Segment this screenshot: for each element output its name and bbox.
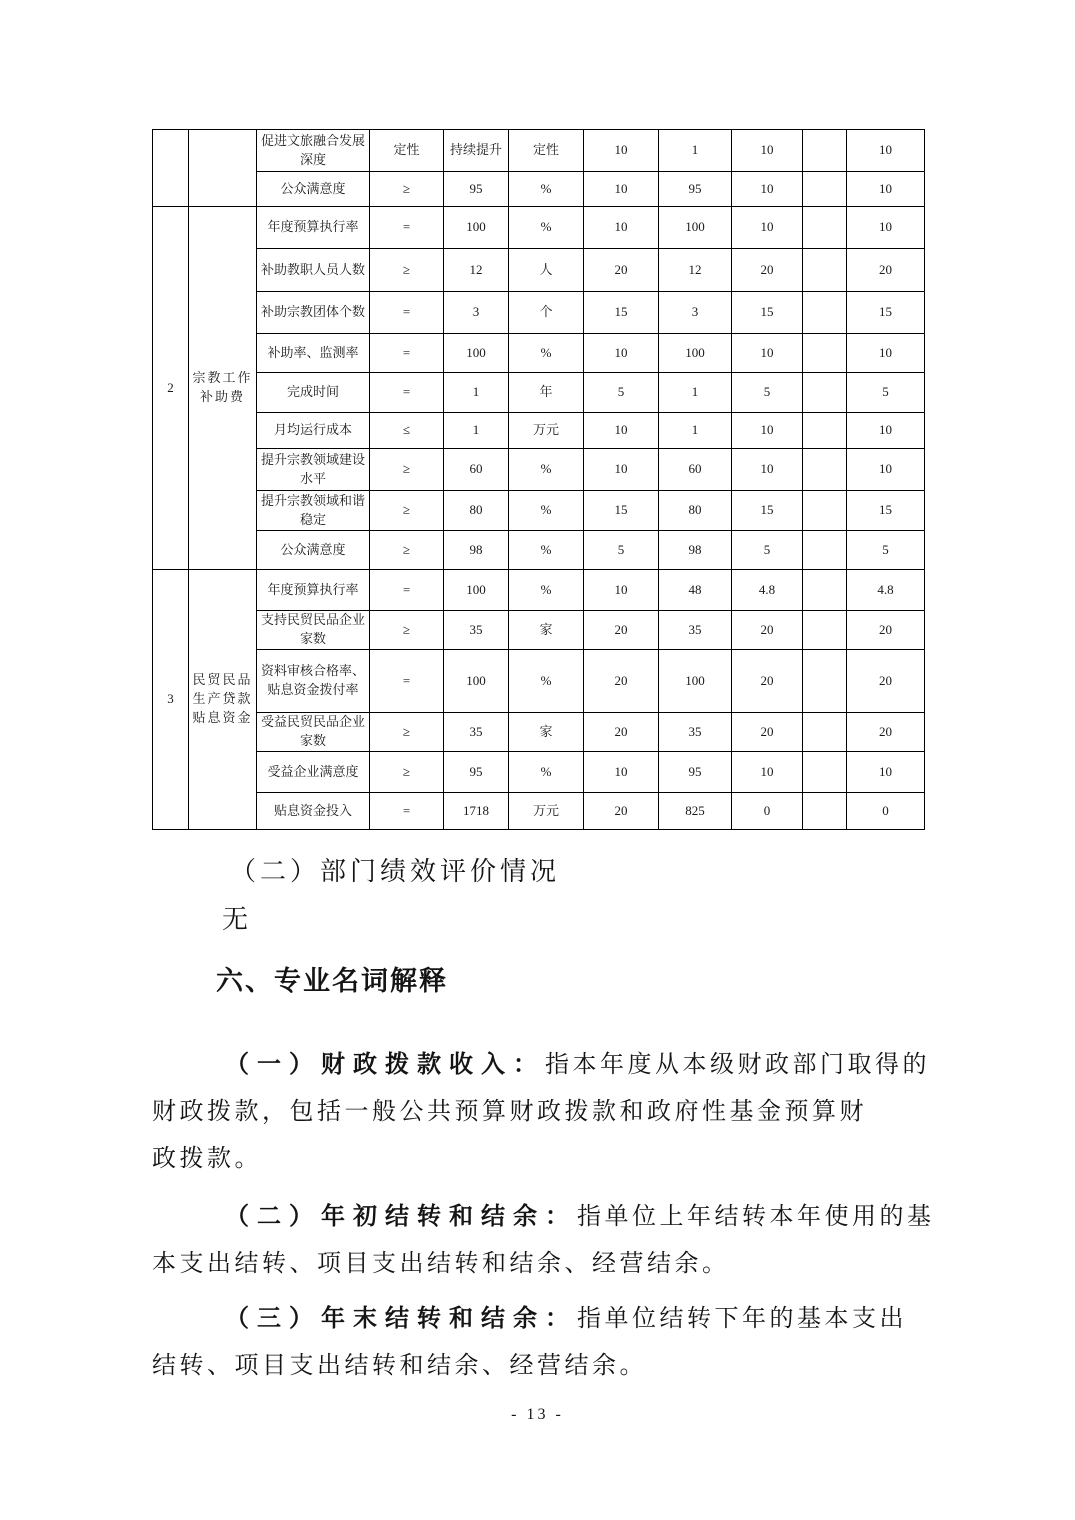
project-name-cell bbox=[189, 130, 257, 207]
final-cell: 10 bbox=[847, 413, 925, 449]
score-cell: 20 bbox=[732, 249, 803, 292]
unit-cell: % bbox=[509, 172, 584, 207]
indicator-cell: 月均运行成本 bbox=[257, 413, 370, 449]
actual-cell: 3 bbox=[659, 292, 732, 334]
score-cell: 10 bbox=[732, 334, 803, 373]
table-row bbox=[153, 292, 925, 334]
actual-cell: 1 bbox=[659, 413, 732, 449]
unit-cell: 万元 bbox=[509, 413, 584, 449]
unit-cell: % bbox=[509, 449, 584, 491]
table-row bbox=[153, 334, 925, 373]
weight-cell: 10 bbox=[584, 752, 659, 793]
actual-cell: 95 bbox=[659, 172, 732, 207]
indicator-cell: 完成时间 bbox=[257, 373, 370, 413]
indicator-cell: 公众满意度 bbox=[257, 531, 370, 570]
table-row bbox=[153, 793, 925, 830]
final-cell: 0 bbox=[847, 793, 925, 830]
target-cell: 100 bbox=[444, 650, 509, 713]
target-cell: 35 bbox=[444, 713, 509, 752]
table-row bbox=[153, 570, 925, 611]
unit-cell: 年 bbox=[509, 373, 584, 413]
indicator-cell: 年度预算执行率 bbox=[257, 207, 370, 249]
weight-cell: 15 bbox=[584, 491, 659, 531]
table-row bbox=[153, 413, 925, 449]
score-cell: 5 bbox=[732, 531, 803, 570]
score-cell: 10 bbox=[732, 207, 803, 249]
op-cell: ≥ bbox=[370, 531, 444, 570]
op-cell: ≥ bbox=[370, 172, 444, 207]
term-line: 本支出结转、项目支出结转和结余、经营结余。 bbox=[152, 1251, 730, 1277]
gap-cell bbox=[803, 713, 847, 752]
unit-cell: 万元 bbox=[509, 793, 584, 830]
final-cell: 20 bbox=[847, 650, 925, 713]
indicator-cell: 促进文旅融合发展深度 bbox=[257, 130, 370, 172]
unit-cell: % bbox=[509, 531, 584, 570]
gap-cell bbox=[803, 570, 847, 611]
weight-cell: 5 bbox=[584, 531, 659, 570]
term-line: 政拨款。 bbox=[152, 1146, 262, 1172]
weight-cell: 10 bbox=[584, 207, 659, 249]
score-cell: 0 bbox=[732, 793, 803, 830]
target-cell: 98 bbox=[444, 531, 509, 570]
op-cell: ≥ bbox=[370, 491, 444, 531]
target-cell: 持续提升 bbox=[444, 130, 509, 172]
op-cell: = bbox=[370, 373, 444, 413]
term-definition-text: 指本年度从本级财政部门取得的 bbox=[545, 1052, 930, 1078]
term-paragraph bbox=[152, 1042, 942, 1183]
score-cell: 20 bbox=[732, 611, 803, 650]
unit-cell: % bbox=[509, 650, 584, 713]
final-cell: 10 bbox=[847, 172, 925, 207]
table-row bbox=[153, 130, 925, 172]
table-row bbox=[153, 172, 925, 207]
seq-cell bbox=[153, 130, 189, 207]
table-row bbox=[153, 207, 925, 249]
actual-cell: 100 bbox=[659, 334, 732, 373]
dept-eval-value: 无 bbox=[222, 905, 249, 934]
table-row bbox=[153, 531, 925, 570]
weight-cell: 15 bbox=[584, 292, 659, 334]
term-paragraph bbox=[152, 1296, 942, 1390]
op-cell: = bbox=[370, 650, 444, 713]
target-cell: 1718 bbox=[444, 793, 509, 830]
table-row bbox=[153, 752, 925, 793]
final-cell: 20 bbox=[847, 249, 925, 292]
op-cell: = bbox=[370, 570, 444, 611]
score-cell: 20 bbox=[732, 713, 803, 752]
actual-cell: 100 bbox=[659, 650, 732, 713]
indicator-cell: 提升宗教领域和谐稳定 bbox=[257, 491, 370, 531]
term-name: （二）年初结转和结余： bbox=[225, 1204, 577, 1230]
gap-cell bbox=[803, 334, 847, 373]
actual-cell: 60 bbox=[659, 449, 732, 491]
target-cell: 1 bbox=[444, 413, 509, 449]
score-cell: 20 bbox=[732, 650, 803, 713]
op-cell: ≥ bbox=[370, 611, 444, 650]
gap-cell bbox=[803, 413, 847, 449]
target-cell: 100 bbox=[444, 334, 509, 373]
gap-cell bbox=[803, 249, 847, 292]
term-line bbox=[152, 1042, 942, 1089]
final-cell: 4.8 bbox=[847, 570, 925, 611]
term-line: 财政拨款，包括一般公共预算财政拨款和政府性基金预算财 bbox=[152, 1099, 867, 1125]
table-row bbox=[153, 249, 925, 292]
actual-cell: 12 bbox=[659, 249, 732, 292]
unit-cell: % bbox=[509, 207, 584, 249]
score-cell: 10 bbox=[732, 449, 803, 491]
weight-cell: 20 bbox=[584, 713, 659, 752]
table-row bbox=[153, 713, 925, 752]
weight-cell: 20 bbox=[584, 650, 659, 713]
table-row bbox=[153, 611, 925, 650]
gap-cell bbox=[803, 531, 847, 570]
indicator-cell: 补助教职人员人数 bbox=[257, 249, 370, 292]
seq-cell: 3 bbox=[153, 570, 189, 830]
score-cell: 15 bbox=[732, 292, 803, 334]
target-cell: 12 bbox=[444, 249, 509, 292]
op-cell: ≥ bbox=[370, 249, 444, 292]
unit-cell: % bbox=[509, 491, 584, 531]
indicator-cell: 贴息资金投入 bbox=[257, 793, 370, 830]
gap-cell bbox=[803, 793, 847, 830]
gap-cell bbox=[803, 449, 847, 491]
target-cell: 3 bbox=[444, 292, 509, 334]
target-cell: 100 bbox=[444, 570, 509, 611]
unit-cell: % bbox=[509, 752, 584, 793]
term-definition-text: 指单位上年结转本年使用的基 bbox=[577, 1204, 935, 1230]
actual-cell: 825 bbox=[659, 793, 732, 830]
final-cell: 15 bbox=[847, 292, 925, 334]
section-heading-terms: 六、专业名词解释 bbox=[216, 966, 448, 996]
op-cell: ≥ bbox=[370, 449, 444, 491]
gap-cell bbox=[803, 491, 847, 531]
weight-cell: 10 bbox=[584, 334, 659, 373]
target-cell: 35 bbox=[444, 611, 509, 650]
score-cell: 10 bbox=[732, 130, 803, 172]
actual-cell: 1 bbox=[659, 130, 732, 172]
final-cell: 10 bbox=[847, 449, 925, 491]
weight-cell: 20 bbox=[584, 611, 659, 650]
target-cell: 100 bbox=[444, 207, 509, 249]
final-cell: 10 bbox=[847, 334, 925, 373]
weight-cell: 10 bbox=[584, 570, 659, 611]
gap-cell bbox=[803, 373, 847, 413]
indicator-cell: 年度预算执行率 bbox=[257, 570, 370, 611]
indicator-cell: 受益企业满意度 bbox=[257, 752, 370, 793]
final-cell: 10 bbox=[847, 207, 925, 249]
indicator-cell: 提升宗教领域建设水平 bbox=[257, 449, 370, 491]
page-number: - 13 - bbox=[511, 1406, 564, 1423]
final-cell: 15 bbox=[847, 491, 925, 531]
score-cell: 5 bbox=[732, 373, 803, 413]
actual-cell: 35 bbox=[659, 611, 732, 650]
op-cell: ≥ bbox=[370, 713, 444, 752]
target-cell: 95 bbox=[444, 752, 509, 793]
weight-cell: 10 bbox=[584, 413, 659, 449]
gap-cell bbox=[803, 172, 847, 207]
gap-cell bbox=[803, 611, 847, 650]
final-cell: 20 bbox=[847, 611, 925, 650]
term-definition-text: 指单位结转下年的基本支出 bbox=[577, 1306, 907, 1332]
actual-cell: 35 bbox=[659, 713, 732, 752]
weight-cell: 10 bbox=[584, 172, 659, 207]
table-row bbox=[153, 650, 925, 713]
indicator-cell: 补助率、监测率 bbox=[257, 334, 370, 373]
final-cell: 10 bbox=[847, 752, 925, 793]
score-cell: 15 bbox=[732, 491, 803, 531]
target-cell: 1 bbox=[444, 373, 509, 413]
weight-cell: 10 bbox=[584, 130, 659, 172]
op-cell: = bbox=[370, 292, 444, 334]
unit-cell: 定性 bbox=[509, 130, 584, 172]
op-cell: ≥ bbox=[370, 752, 444, 793]
score-cell: 4.8 bbox=[732, 570, 803, 611]
gap-cell bbox=[803, 207, 847, 249]
indicator-cell: 公众满意度 bbox=[257, 172, 370, 207]
final-cell: 20 bbox=[847, 713, 925, 752]
actual-cell: 80 bbox=[659, 491, 732, 531]
table-row bbox=[153, 491, 925, 531]
unit-cell: 家 bbox=[509, 611, 584, 650]
op-cell: = bbox=[370, 334, 444, 373]
indicator-cell: 资料审核合格率、贴息资金拨付率 bbox=[257, 650, 370, 713]
unit-cell: 个 bbox=[509, 292, 584, 334]
target-cell: 95 bbox=[444, 172, 509, 207]
score-cell: 10 bbox=[732, 752, 803, 793]
unit-cell: % bbox=[509, 570, 584, 611]
performance-indicators-table bbox=[152, 129, 925, 830]
op-cell: = bbox=[370, 793, 444, 830]
indicator-cell: 受益民贸民品企业家数 bbox=[257, 713, 370, 752]
score-cell: 10 bbox=[732, 172, 803, 207]
actual-cell: 98 bbox=[659, 531, 732, 570]
term-line bbox=[152, 1194, 942, 1241]
op-cell: = bbox=[370, 207, 444, 249]
table-row bbox=[153, 449, 925, 491]
gap-cell bbox=[803, 292, 847, 334]
gap-cell bbox=[803, 130, 847, 172]
gap-cell bbox=[803, 752, 847, 793]
term-name: （三）年末结转和结余： bbox=[225, 1306, 577, 1332]
term-line: 结转、项目支出结转和结余、经营结余。 bbox=[152, 1353, 647, 1379]
target-cell: 80 bbox=[444, 491, 509, 531]
weight-cell: 20 bbox=[584, 249, 659, 292]
section-heading-dept-eval: （二）部门绩效评价情况 bbox=[230, 857, 561, 886]
project-name-cell: 宗教工作补助费 bbox=[189, 207, 257, 570]
weight-cell: 5 bbox=[584, 373, 659, 413]
target-cell: 60 bbox=[444, 449, 509, 491]
weight-cell: 20 bbox=[584, 793, 659, 830]
seq-cell: 2 bbox=[153, 207, 189, 570]
op-cell: ≤ bbox=[370, 413, 444, 449]
unit-cell: % bbox=[509, 334, 584, 373]
final-cell: 5 bbox=[847, 531, 925, 570]
op-cell: 定性 bbox=[370, 130, 444, 172]
final-cell: 10 bbox=[847, 130, 925, 172]
table-row bbox=[153, 373, 925, 413]
actual-cell: 95 bbox=[659, 752, 732, 793]
term-line bbox=[152, 1296, 942, 1343]
term-paragraph bbox=[152, 1194, 942, 1288]
final-cell: 5 bbox=[847, 373, 925, 413]
actual-cell: 100 bbox=[659, 207, 732, 249]
term-name: （一）财政拨款收入： bbox=[225, 1052, 545, 1078]
unit-cell: 人 bbox=[509, 249, 584, 292]
gap-cell bbox=[803, 650, 847, 713]
weight-cell: 10 bbox=[584, 449, 659, 491]
score-cell: 10 bbox=[732, 413, 803, 449]
project-name-cell: 民贸民品生产贷款贴息资金 bbox=[189, 570, 257, 830]
unit-cell: 家 bbox=[509, 713, 584, 752]
indicator-cell: 补助宗教团体个数 bbox=[257, 292, 370, 334]
actual-cell: 48 bbox=[659, 570, 732, 611]
actual-cell: 1 bbox=[659, 373, 732, 413]
indicator-cell: 支持民贸民品企业家数 bbox=[257, 611, 370, 650]
